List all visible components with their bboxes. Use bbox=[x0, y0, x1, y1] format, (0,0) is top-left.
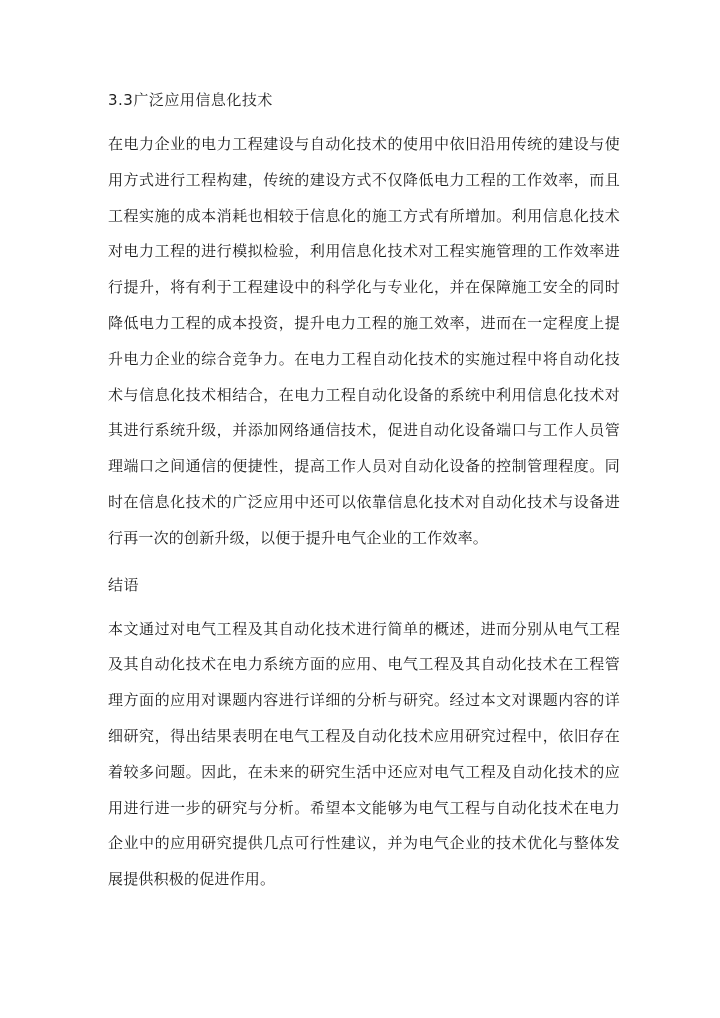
document-body bbox=[108, 86, 620, 912]
conclusion-paragraph: 本文通过对电气工程及其自动化技术进行简单的概述，进而分别从电气工程及其自动化技术在电力系统方面的应用、电气工程及其自动化技术在工程管理方面的应用对课题内容进行详细的分析与研究。经过本文对课题内容的详细研究，得出结果表明在电气工程及自动化技术应用研究过程中，依旧存在着较多问题。因此，在未来的研究生活中还应对电气工程及自动化技术的应用进行进一步的研究与分析。希望本文能够为电气工程与自动化技术在电力企业中的应用研究提供几点可行性建议，并为电气企业的技术优化与整体发展提供积极的促进作用。 bbox=[108, 619, 620, 889]
section-paragraph: 在电力企业的电力工程建设与自动化技术的使用中依旧沿用传统的建设与使用方式进行工程构建，传统的建设方式不仅降低电力工程的工作效率，而且工程实施的成本消耗也相较于信息化的施工方式有所增加。利用信息化技术对电力工程的进行模拟检验，利用信息化技术对工程实施管理的工作效率进行提升，将有利于工程建设中的科学化与专业化，并在保障施工安全的同时降低电力工程的成本投资，提升电力工程的施工效率，进而在一定程度上提升电力企业的综合竞争力。在电力工程自动化技术的实施过程中将自动化技术与信息化技术相结合，在电力工程自动化设备的系统中利用信息化技术对其进行系统升级，并添加网络通信技术，促进自动化设备端口与工作人员管理端口之间通信的便捷性，提高工作人员对自动化设备的控制管理程度。同时在信息化技术的广泛应用中还可以依靠信息化技术对自动化技术与设备进行再一次的创新升级，以便于提升电气企业的工作效率。 bbox=[108, 135, 620, 547]
conclusion-heading: 结语 bbox=[108, 575, 140, 594]
section-heading: 3.3广泛应用信息化技术 bbox=[108, 91, 273, 109]
